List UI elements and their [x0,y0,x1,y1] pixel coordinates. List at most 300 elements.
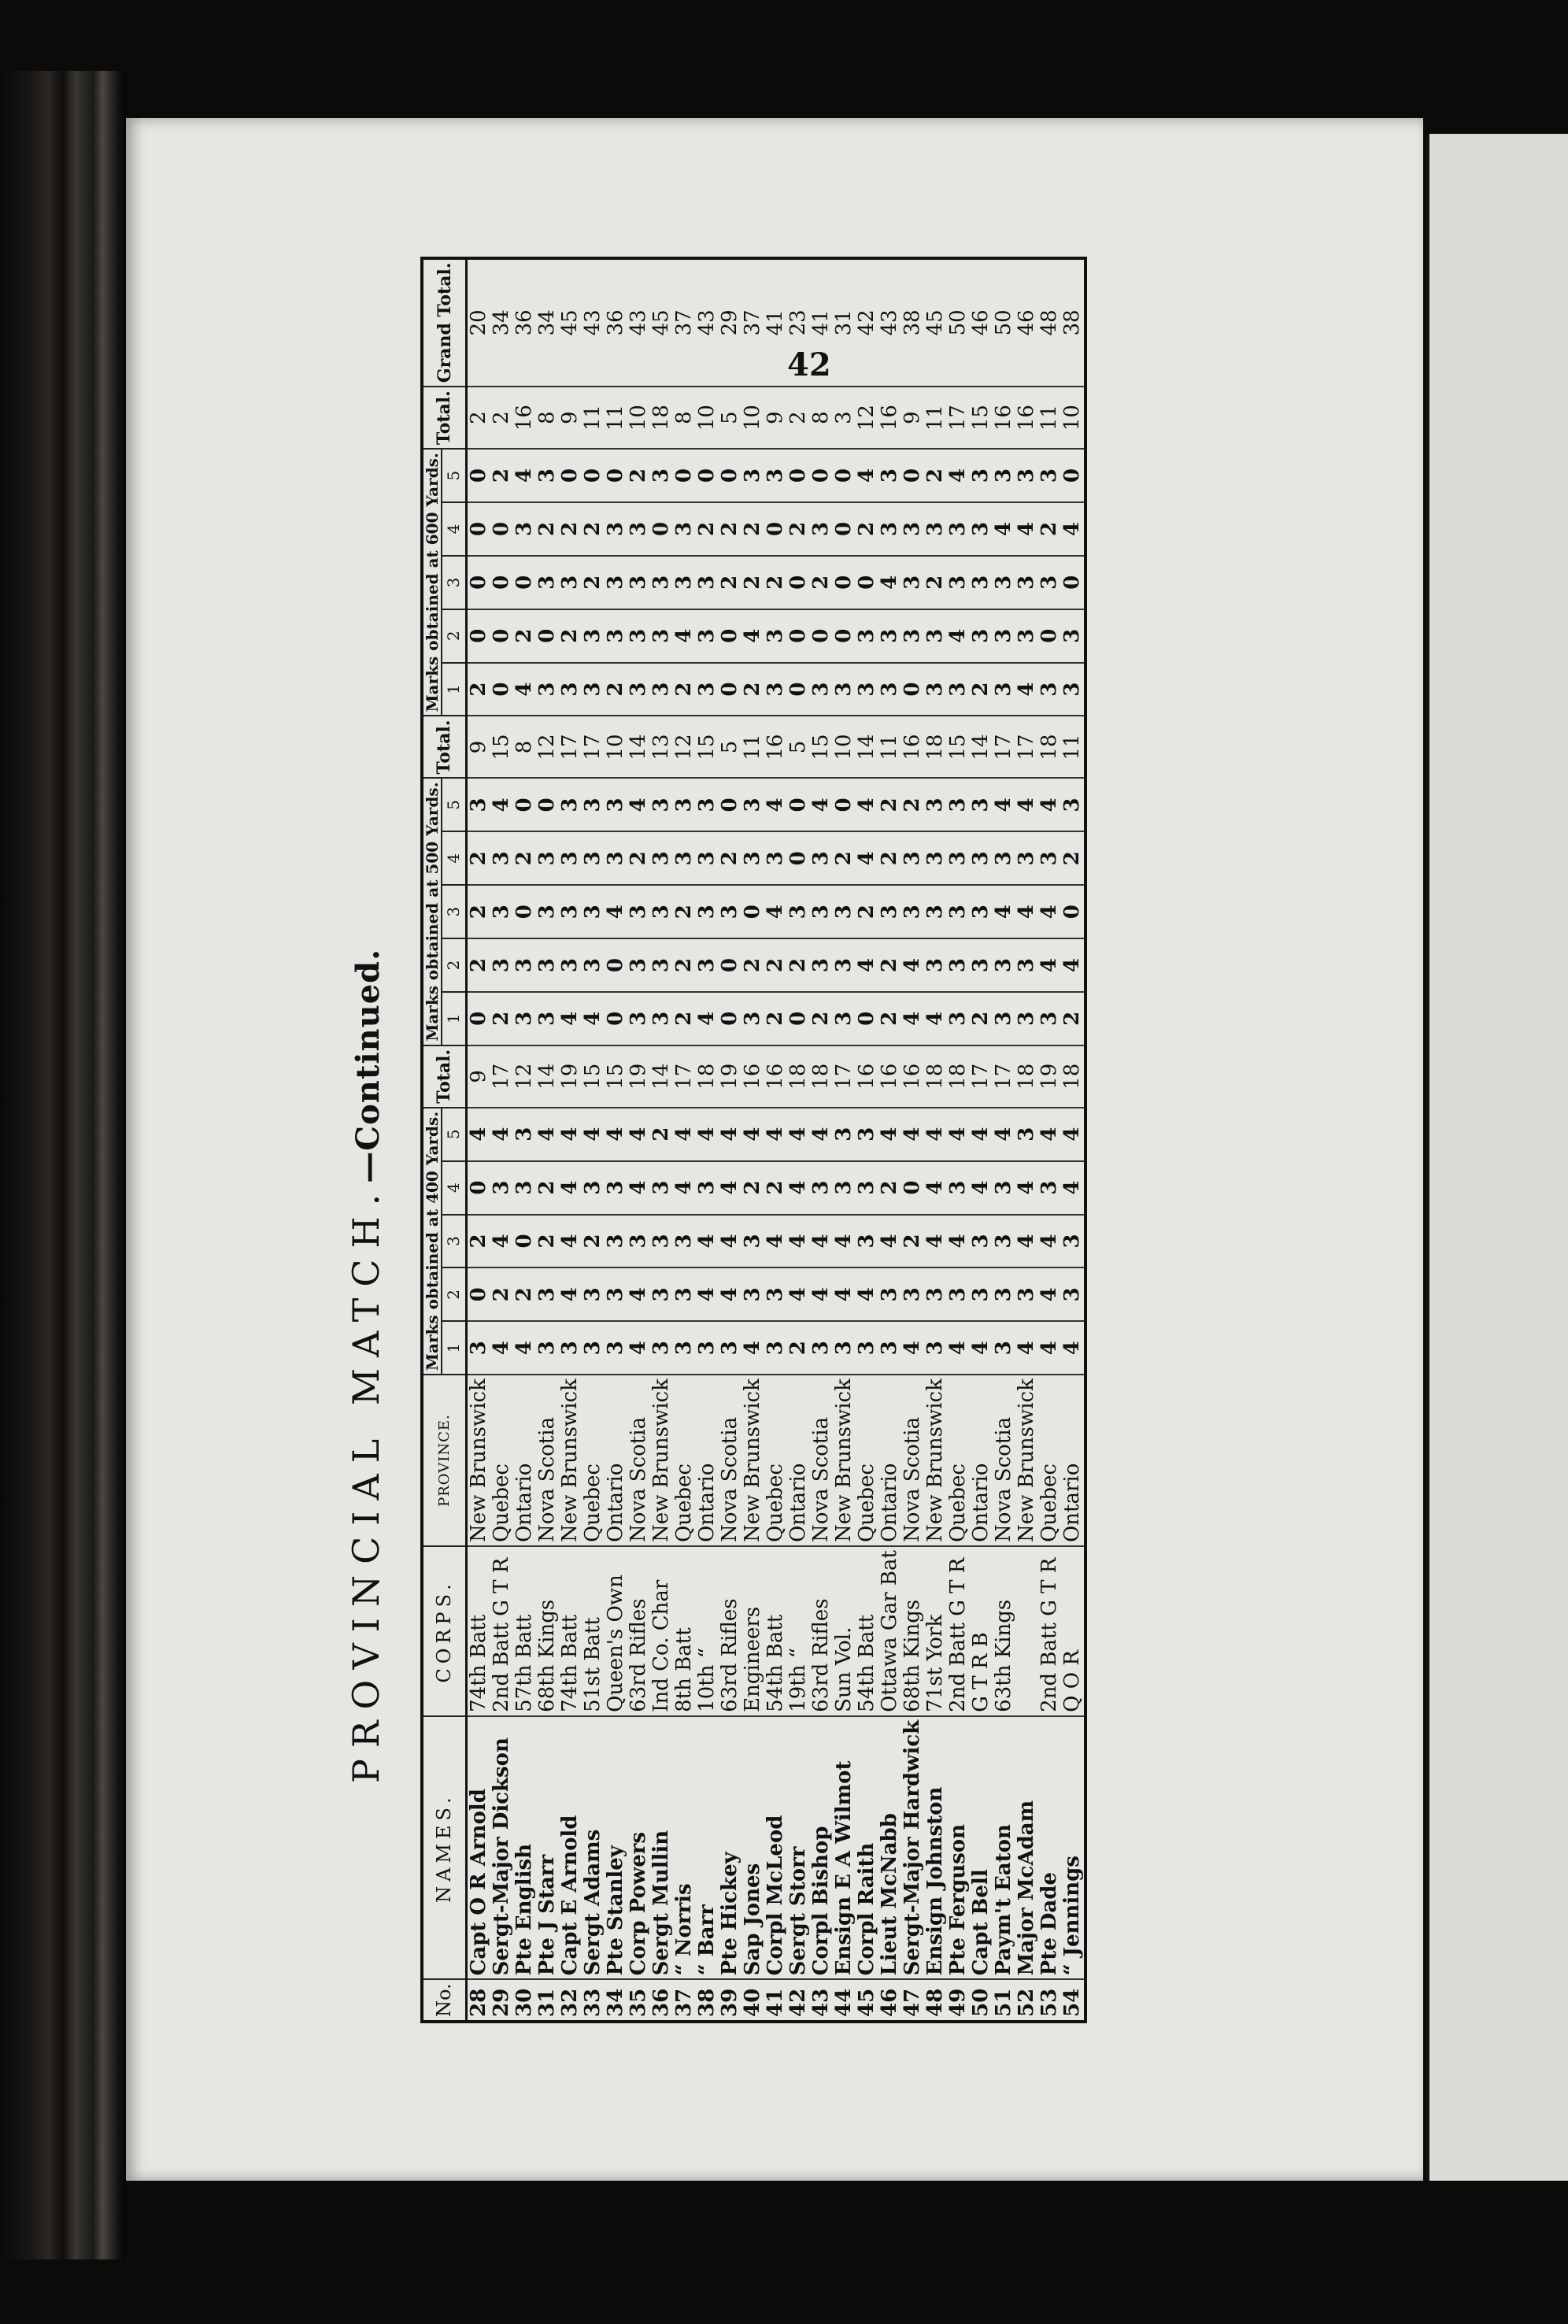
mark-500-shot-3: 4 [1038,885,1061,938]
header-group-600: Marks obtained at 600 Yards. [422,449,442,716]
mark-400-shot-5: 3 [833,1108,856,1161]
mark-400-shot-3: 4 [1038,1215,1061,1268]
mark-500-shot-2: 3 [947,938,970,992]
province-name: Ontario [787,1375,810,1546]
row-number: 42 [787,1979,810,2022]
mark-400-shot-2: 3 [673,1267,696,1321]
mark-500-shot-1: 2 [673,992,696,1045]
mark-400-shot-2: 3 [901,1267,924,1321]
total-400: 18 [1015,1045,1038,1108]
province-name: Quebec [490,1375,513,1546]
province-name: Quebec [673,1375,696,1546]
total-500: 8 [513,716,536,778]
mark-500-shot-4: 3 [673,831,696,885]
mark-500-shot-2: 3 [627,938,650,992]
row-number: 47 [901,1979,924,2022]
table-row [719,258,741,2022]
table-row [582,258,605,2022]
mark-400-shot-3: 3 [627,1215,650,1268]
header-shot-400-4: 4 [442,1161,467,1215]
row-number: 38 [696,1979,719,2022]
table-row [924,258,947,2022]
total-500: 15 [696,716,719,778]
mark-500-shot-1: 0 [787,992,810,1045]
mark-600-shot-5: 0 [467,449,491,502]
mark-500-shot-3: 3 [878,885,901,938]
mark-500-shot-4: 2 [878,831,901,885]
mark-500-shot-2: 3 [970,938,993,992]
mark-500-shot-2: 3 [536,938,559,992]
total-600: 16 [878,387,901,449]
mark-500-shot-1: 3 [513,992,536,1045]
mark-400-shot-3: 2 [467,1215,491,1268]
province-name: New Brunswick [924,1375,947,1546]
province-name: Nova Scotia [536,1375,559,1546]
mark-600-shot-1: 3 [1038,663,1061,716]
competitor-name: Pte Dade [1038,1716,1061,1980]
mark-400-shot-3: 3 [993,1215,1015,1268]
mark-500-shot-2: 2 [467,938,491,992]
corps-name: 63rd Rifles [719,1546,741,1716]
table-row [1015,258,1038,2022]
competitor-name: Corpl McLeod [764,1716,787,1980]
mark-600-shot-2: 3 [993,609,1015,663]
mark-400-shot-1: 4 [901,1321,924,1375]
mark-600-shot-5: 3 [970,449,993,502]
mark-400-shot-1: 4 [490,1321,513,1375]
competitor-name: Sergt Mullin [650,1716,673,1980]
mark-600-shot-1: 3 [810,663,833,716]
mark-400-shot-2: 3 [970,1267,993,1321]
mark-600-shot-3: 3 [559,556,582,609]
grand-total: 50 [947,258,970,387]
mark-500-shot-5: 3 [924,778,947,831]
grand-total: 38 [901,258,924,387]
mark-500-shot-1: 0 [856,992,878,1045]
row-number: 40 [741,1979,764,2022]
mark-600-shot-3: 3 [993,556,1015,609]
mark-600-shot-2: 4 [741,609,764,663]
mark-600-shot-5: 0 [696,449,719,502]
row-number: 43 [810,1979,833,2022]
mark-500-shot-2: 3 [696,938,719,992]
mark-500-shot-4: 2 [833,831,856,885]
mark-500-shot-4: 2 [513,831,536,885]
competitor-name: Sergt-Major Hardwick [901,1716,924,1980]
grand-total: 43 [878,258,901,387]
mark-600-shot-5: 0 [1061,449,1085,502]
competitor-name: “ Jennings [1061,1716,1085,1980]
mark-500-shot-4: 2 [719,831,741,885]
mark-500-shot-2: 3 [993,938,1015,992]
total-600: 10 [696,387,719,449]
mark-500-shot-1: 4 [582,992,605,1045]
total-400: 16 [878,1045,901,1108]
mark-400-shot-3: 4 [833,1215,856,1268]
mark-600-shot-3: 2 [719,556,741,609]
row-number: 31 [536,1979,559,2022]
mark-600-shot-3: 3 [1015,556,1038,609]
mark-500-shot-4: 0 [787,831,810,885]
mark-400-shot-2: 4 [833,1267,856,1321]
competitor-name: “ Norris [673,1716,696,1980]
mark-600-shot-5: 3 [650,449,673,502]
mark-600-shot-2: 4 [947,609,970,663]
mark-600-shot-2: 3 [856,609,878,663]
table-row [993,258,1015,2022]
table-row [947,258,970,2022]
mark-500-shot-1: 3 [993,992,1015,1045]
mark-600-shot-5: 2 [627,449,650,502]
row-number: 32 [559,1979,582,2022]
mark-400-shot-1: 3 [559,1321,582,1375]
provincial-match-table [420,257,1087,2023]
mark-500-shot-3: 3 [787,885,810,938]
competitor-name: Sergt Adams [582,1716,605,1980]
province-name: Nova Scotia [901,1375,924,1546]
competitor-name: Corp Powers [627,1716,650,1980]
mark-400-shot-5: 4 [696,1108,719,1161]
total-400: 14 [536,1045,559,1108]
mark-400-shot-4: 4 [924,1161,947,1215]
grand-total: 48 [1038,258,1061,387]
mark-400-shot-4: 4 [1061,1161,1085,1215]
mark-600-shot-2: 3 [1061,609,1085,663]
mark-600-shot-1: 2 [467,663,491,716]
mark-600-shot-5: 0 [787,449,810,502]
mark-500-shot-1: 3 [1015,992,1038,1045]
mark-600-shot-4: 2 [856,502,878,556]
total-500: 15 [947,716,970,778]
mark-400-shot-2: 3 [536,1267,559,1321]
total-400: 17 [673,1045,696,1108]
competitor-name: Pte Ferguson [947,1716,970,1980]
mark-400-shot-2: 4 [559,1267,582,1321]
mark-500-shot-5: 0 [536,778,559,831]
corps-name: 51st Batt [582,1546,605,1716]
mark-500-shot-2: 0 [719,938,741,992]
mark-600-shot-1: 3 [559,663,582,716]
row-number: 30 [513,1979,536,2022]
province-name: Quebec [947,1375,970,1546]
total-500: 13 [650,716,673,778]
total-600: 8 [536,387,559,449]
mark-600-shot-1: 3 [627,663,650,716]
mark-400-shot-1: 3 [878,1321,901,1375]
header-no: No. [422,1979,467,2022]
mark-400-shot-3: 3 [741,1215,764,1268]
competitor-name: Pte J Starr [536,1716,559,1980]
mark-600-shot-4: 2 [559,502,582,556]
table-title [338,709,394,2023]
total-600: 11 [582,387,605,449]
table-row [1038,258,1061,2022]
mark-500-shot-5: 4 [764,778,787,831]
mark-500-shot-3: 2 [856,885,878,938]
mark-500-shot-3: 3 [901,885,924,938]
mark-600-shot-2: 2 [559,609,582,663]
total-500: 15 [810,716,833,778]
mark-400-shot-2: 2 [490,1267,513,1321]
mark-400-shot-5: 4 [1061,1108,1085,1161]
row-number: 52 [1015,1979,1038,2022]
mark-600-shot-1: 3 [878,663,901,716]
mark-600-shot-4: 3 [627,502,650,556]
mark-400-shot-5: 4 [993,1108,1015,1161]
mark-400-shot-4: 3 [1038,1161,1061,1215]
table-row [536,258,559,2022]
mark-600-shot-5: 4 [513,449,536,502]
total-500: 17 [993,716,1015,778]
mark-500-shot-3: 3 [536,885,559,938]
table-body [467,258,1086,2022]
mark-500-shot-5: 4 [1015,778,1038,831]
mark-500-shot-4: 3 [764,831,787,885]
mark-600-shot-1: 2 [970,663,993,716]
mark-500-shot-5: 2 [901,778,924,831]
corps-name: 19th “ [787,1546,810,1716]
province-name: Quebec [764,1375,787,1546]
province-name: Quebec [1038,1375,1061,1546]
total-500: 17 [1015,716,1038,778]
mark-400-shot-2: 3 [1061,1267,1085,1321]
mark-600-shot-3: 3 [605,556,627,609]
mark-500-shot-1: 2 [490,992,513,1045]
mark-400-shot-4: 3 [947,1161,970,1215]
mark-600-shot-5: 3 [764,449,787,502]
mark-500-shot-3: 4 [1015,885,1038,938]
province-name: Ontario [696,1375,719,1546]
mark-600-shot-2: 3 [970,609,993,663]
province-name: Nova Scotia [810,1375,833,1546]
header-group-400: Marks obtained at 400 Yards. [422,1108,442,1375]
mark-500-shot-1: 3 [1038,992,1061,1045]
mark-500-shot-3: 2 [467,885,491,938]
mark-500-shot-5: 3 [696,778,719,831]
mark-600-shot-1: 3 [833,663,856,716]
header-grand-total: Grand Total. [422,258,467,387]
mark-400-shot-4: 3 [650,1161,673,1215]
mark-600-shot-2: 0 [833,609,856,663]
mark-400-shot-1: 3 [605,1321,627,1375]
total-400: 16 [764,1045,787,1108]
mark-600-shot-5: 2 [490,449,513,502]
mark-500-shot-4: 3 [901,831,924,885]
competitor-name: Pte Hickey [719,1716,741,1980]
grand-total: 42 [856,258,878,387]
mark-600-shot-5: 0 [810,449,833,502]
mark-400-shot-2: 4 [810,1267,833,1321]
mark-500-shot-4: 3 [970,831,993,885]
mark-600-shot-4: 4 [1015,502,1038,556]
header-shot-600-1: 1 [442,663,467,716]
header-shot-500-4: 4 [442,831,467,885]
mark-600-shot-4: 3 [673,502,696,556]
mark-600-shot-3: 0 [787,556,810,609]
total-400: 16 [741,1045,764,1108]
mark-400-shot-5: 4 [741,1108,764,1161]
mark-400-shot-4: 3 [490,1161,513,1215]
mark-600-shot-1: 0 [787,663,810,716]
row-number: 37 [673,1979,696,2022]
corps-name: 8th Batt [673,1546,696,1716]
grand-total: 38 [1061,258,1085,387]
mark-500-shot-1: 4 [559,992,582,1045]
mark-500-shot-5: 3 [650,778,673,831]
competitor-name: Pte English [513,1716,536,1980]
mark-400-shot-5: 3 [1015,1108,1038,1161]
corps-name: G T R B [970,1546,993,1716]
mark-400-shot-5: 4 [490,1108,513,1161]
mark-600-shot-2: 3 [1015,609,1038,663]
competitor-name: “ Barr [696,1716,719,1980]
mark-500-shot-3: 3 [650,885,673,938]
mark-600-shot-2: 0 [490,609,513,663]
mark-400-shot-3: 4 [1015,1215,1038,1268]
mark-500-shot-1: 2 [764,992,787,1045]
grand-total: 46 [1015,258,1038,387]
mark-600-shot-2: 4 [673,609,696,663]
mark-500-shot-2: 3 [650,938,673,992]
mark-500-shot-1: 0 [467,992,491,1045]
mark-600-shot-1: 3 [1061,663,1085,716]
mark-600-shot-2: 3 [901,609,924,663]
competitor-name: Capt E Arnold [559,1716,582,1980]
rotated-results-table [338,262,1244,2023]
province-name: Ontario [513,1375,536,1546]
province-name: New Brunswick [467,1375,491,1546]
mark-400-shot-1: 4 [947,1321,970,1375]
corps-name: Ind Co. Char [650,1546,673,1716]
mark-500-shot-3: 3 [719,885,741,938]
table-row [650,258,673,2022]
mark-400-shot-4: 3 [605,1161,627,1215]
total-400: 19 [559,1045,582,1108]
total-600: 2 [490,387,513,449]
table-row [970,258,993,2022]
mark-600-shot-1: 4 [1015,663,1038,716]
row-number: 54 [1061,1979,1085,2022]
mark-600-shot-4: 0 [490,502,513,556]
mark-400-shot-2: 4 [856,1267,878,1321]
mark-400-shot-3: 4 [559,1215,582,1268]
row-number: 29 [490,1979,513,2022]
total-500: 15 [490,716,513,778]
mark-400-shot-5: 4 [627,1108,650,1161]
mark-600-shot-5: 4 [856,449,878,502]
mark-400-shot-4: 4 [627,1161,650,1215]
total-600: 10 [741,387,764,449]
mark-400-shot-2: 2 [513,1267,536,1321]
mark-400-shot-4: 3 [513,1161,536,1215]
mark-400-shot-3: 3 [673,1215,696,1268]
row-number: 49 [947,1979,970,2022]
mark-600-shot-5: 0 [719,449,741,502]
total-500: 17 [582,716,605,778]
grand-total: 41 [810,258,833,387]
mark-600-shot-2: 0 [467,609,491,663]
mark-500-shot-2: 3 [833,938,856,992]
mark-600-shot-4: 0 [764,502,787,556]
total-500: 14 [970,716,993,778]
mark-400-shot-5: 4 [1038,1108,1061,1161]
corps-name: Sun Vol. [833,1546,856,1716]
province-name: Nova Scotia [993,1375,1015,1546]
table-row [605,258,627,2022]
mark-400-shot-5: 4 [878,1108,901,1161]
mark-400-shot-4: 4 [1015,1161,1038,1215]
mark-600-shot-2: 3 [878,609,901,663]
header-shot-400-5: 5 [442,1108,467,1161]
mark-400-shot-2: 3 [993,1267,1015,1321]
mark-500-shot-2: 3 [1015,938,1038,992]
mark-400-shot-4: 4 [719,1161,741,1215]
mark-600-shot-5: 3 [993,449,1015,502]
mark-400-shot-4: 3 [810,1161,833,1215]
mark-400-shot-5: 4 [810,1108,833,1161]
corps-name: Q O R [1061,1546,1085,1716]
mark-600-shot-3: 0 [490,556,513,609]
mark-600-shot-4: 0 [467,502,491,556]
mark-400-shot-5: 4 [719,1108,741,1161]
mark-600-shot-2: 3 [764,609,787,663]
mark-500-shot-5: 3 [559,778,582,831]
mark-400-shot-3: 3 [605,1215,627,1268]
competitor-name: Pte Stanley [605,1716,627,1980]
province-name: Ontario [970,1375,993,1546]
total-500: 11 [741,716,764,778]
mark-600-shot-3: 3 [650,556,673,609]
grand-total: 43 [627,258,650,387]
mark-400-shot-5: 4 [536,1108,559,1161]
mark-400-shot-2: 0 [467,1267,491,1321]
mark-400-shot-1: 3 [696,1321,719,1375]
row-number: 51 [993,1979,1015,2022]
row-number: 41 [764,1979,787,2022]
mark-500-shot-5: 4 [627,778,650,831]
grand-total: 37 [673,258,696,387]
table-row [901,258,924,2022]
row-number: 35 [627,1979,650,2022]
total-400: 18 [787,1045,810,1108]
mark-400-shot-2: 3 [924,1267,947,1321]
header-shot-500-5: 5 [442,778,467,831]
mark-500-shot-1: 0 [605,992,627,1045]
row-number: 36 [650,1979,673,2022]
province-name: Ontario [605,1375,627,1546]
mark-600-shot-2: 3 [605,609,627,663]
table-row [878,258,901,2022]
mark-600-shot-3: 3 [947,556,970,609]
header-total-500: Total. [422,716,467,778]
corps-name: Queen's Own [605,1546,627,1716]
header-shot-600-2: 2 [442,609,467,663]
header-total-400: Total. [422,1045,467,1108]
mark-400-shot-5: 4 [467,1108,491,1161]
mark-400-shot-3: 3 [1061,1215,1085,1268]
table-row [467,258,491,2022]
header-total-600: Total. [422,387,467,449]
mark-500-shot-5: 3 [947,778,970,831]
mark-400-shot-1: 4 [627,1321,650,1375]
mark-500-shot-2: 0 [605,938,627,992]
mark-500-shot-2: 3 [513,938,536,992]
mark-500-shot-4: 3 [947,831,970,885]
mark-400-shot-3: 4 [719,1215,741,1268]
header-corps: CORPS. [422,1546,467,1716]
mark-600-shot-1: 0 [901,663,924,716]
mark-400-shot-3: 4 [878,1215,901,1268]
